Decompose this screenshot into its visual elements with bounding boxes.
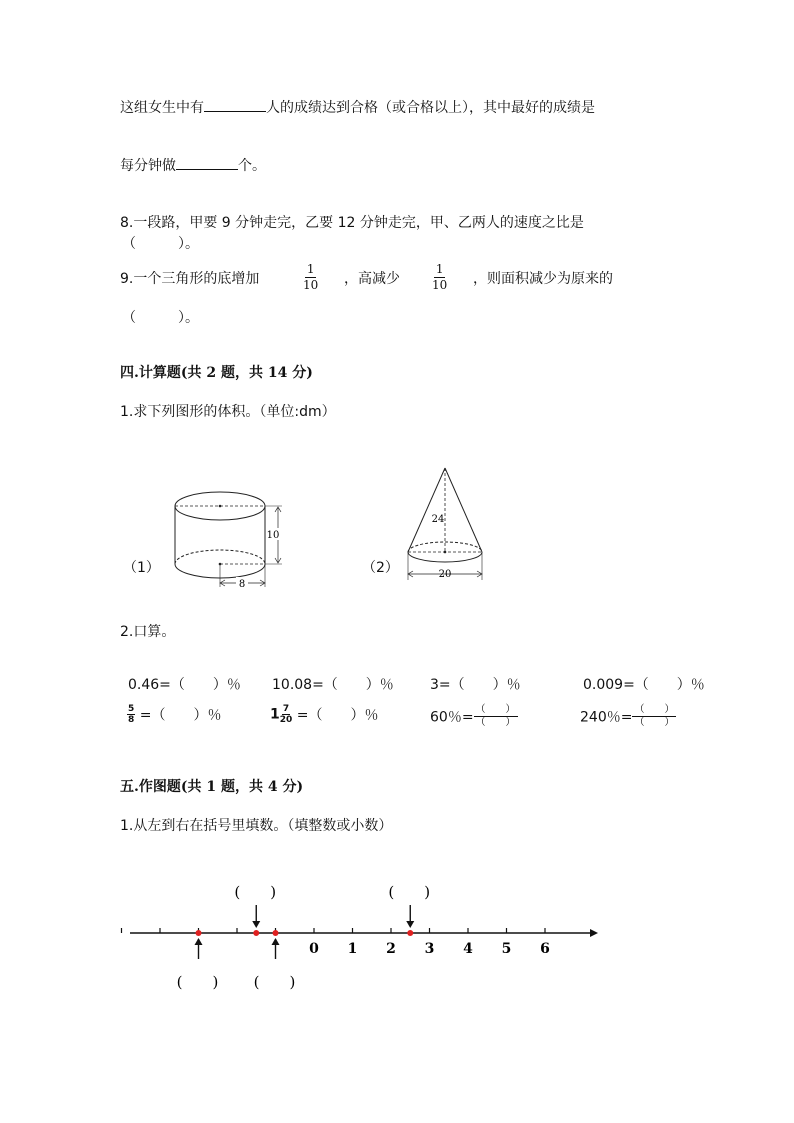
answer-paren-below[interactable]: ( ) [253,973,296,991]
up-arrow-head [195,938,203,945]
point-dot [253,930,259,936]
section4-q1: 1.求下列图形的体积。（单位:dm） [120,404,336,420]
section5-heading: 五.作图题(共 1 题，共 4 分) [120,779,304,795]
q9-part1: 9.一个三角形的底增加 [120,271,260,287]
answer-paren-above[interactable]: ( ) [388,883,431,901]
q9-fraction-1: $\frac{1}{10}$ [303,262,319,292]
number-line-arrowhead [590,929,598,937]
calc-item-percent-c[interactable]: 60％= （ ） （ ） [430,704,516,728]
point-dot [273,930,279,936]
tick-label: 6 [540,941,550,957]
tick-label: 5 [501,941,512,957]
q8-answer-paren[interactable]: （ ）。 [122,236,199,252]
q8-text: 8.一段路，甲要 9 分钟走完，乙要 12 分钟走完，甲、乙两人的速度之比是 [120,215,584,231]
tick-label: 2 [386,941,396,957]
q9-part2: ，高减少 [344,271,400,287]
down-arrow-head [406,921,414,928]
figure1-label: （1） [123,560,160,576]
cylinder-figure [160,480,290,595]
calc-item[interactable]: 0.46=（ ）％ [128,677,241,693]
answer-paren-above[interactable]: ( ) [234,883,277,901]
section5-q1: 1.从左到右在括号里填数。（填整数或小数） [120,818,393,834]
calc-item-fraction-a[interactable]: $\frac{5}{8}$ =（ ）％ [128,704,222,725]
q9-fraction-2: $\frac{1}{10}$ [432,262,448,292]
tick-label: 0 [309,941,319,957]
point-dot [407,930,413,936]
cone-figure [400,462,490,582]
cone-diameter-label: 20 [438,569,452,580]
number-line [120,870,610,995]
calc-item[interactable]: 10.08=（ ）％ [272,677,394,693]
figure2-label: （2） [362,560,399,576]
section4-q2: 2.口算。 [120,624,176,640]
cone-height-label: 24 [431,514,445,525]
down-arrow-head [252,921,260,928]
cylinder-diameter-label: 8 [238,579,246,590]
answer-blank[interactable] [176,155,238,170]
calc-item[interactable]: 3=（ ）％ [430,677,521,693]
section4-heading: 四.计算题(共 2 题，共 14 分) [120,365,313,381]
calc-item-fraction-b[interactable]: 1 $\frac{7}{20}$ =（ ）％ [270,704,379,725]
q9-answer-paren[interactable]: （ ）。 [122,310,199,326]
q9-part3: ，则面积减少为原来的 [473,271,613,287]
up-arrow-head [272,938,280,945]
tick-label: 3 [424,941,435,957]
tick-label: 4 [463,941,473,957]
calc-item[interactable]: 0.009=（ ）％ [583,677,705,693]
q7-line1: 这组女生中有 人的成绩达到合格（或合格以上），其中最好的成绩是 [120,97,595,117]
answer-blank[interactable] [204,97,266,112]
q7-line2: 每分钟做 个。 [120,155,266,175]
tick-label: 1 [347,941,358,957]
cylinder-height-label: 10 [266,530,280,541]
point-dot [196,930,202,936]
calc-item-percent-d[interactable]: 240％= （ ） （ ） [580,704,675,728]
answer-paren-below[interactable]: ( ) [176,973,219,991]
